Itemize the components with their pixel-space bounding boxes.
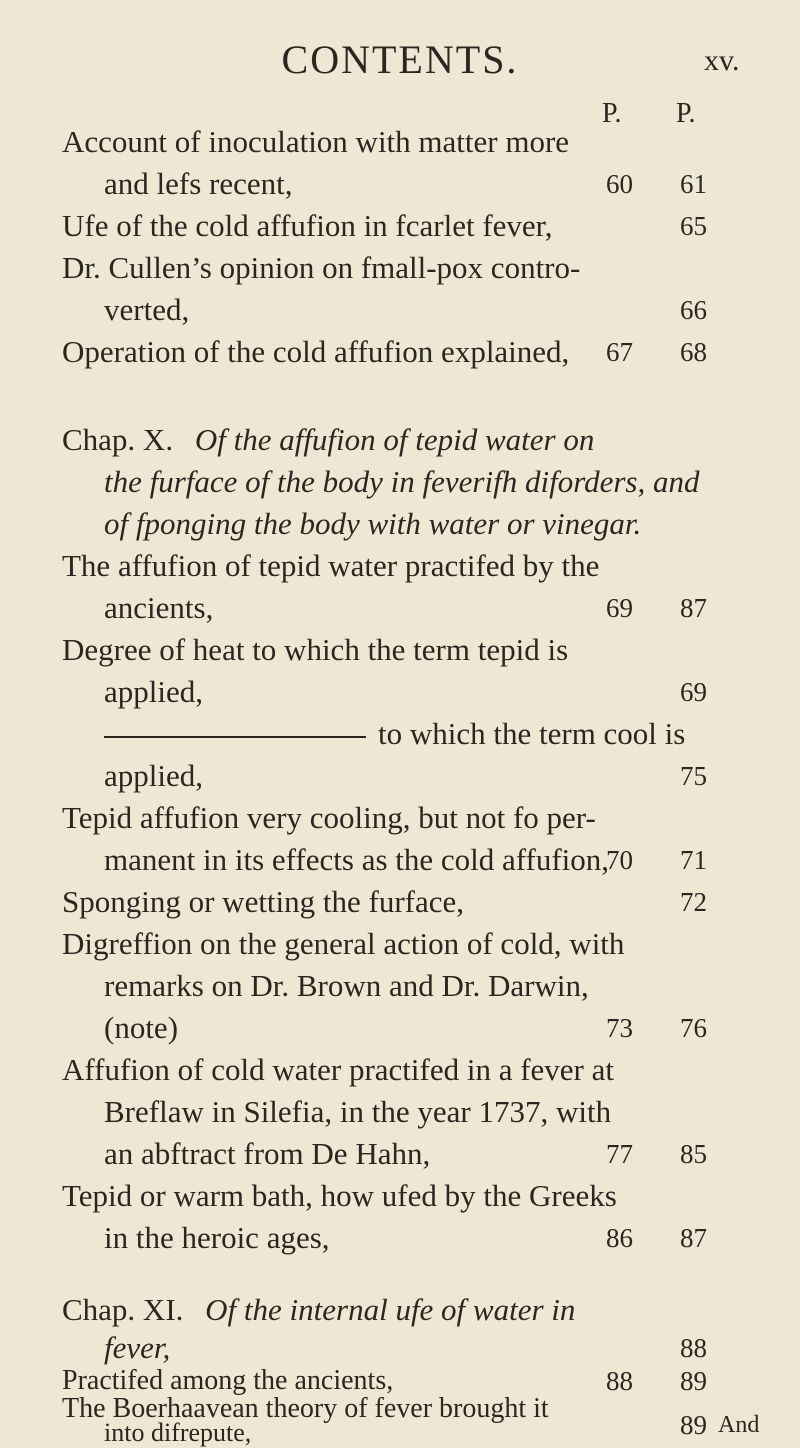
entry-line: in the heroic ages, <box>104 1220 330 1255</box>
page-number: xv. <box>704 44 740 77</box>
entry-line: Tepid affufion very cooling, but not fo per- <box>62 800 596 835</box>
page-ref: 70 <box>606 845 633 875</box>
entry-line: Account of inoculation with matter more <box>62 124 570 159</box>
entry-line: remarks on Dr. Brown and Dr. Darwin, <box>104 968 589 1003</box>
page-ref: 69 <box>680 677 707 707</box>
page-ref: 69 <box>606 593 633 623</box>
entry-line: Affufion of cold water practifed in a fever at <box>62 1052 615 1087</box>
column-head-1: P. <box>602 98 622 129</box>
page-ref: 86 <box>606 1223 633 1253</box>
page-ref: 76 <box>680 1013 707 1043</box>
chapter-heading <box>62 420 594 460</box>
page-ref: 73 <box>606 1013 633 1043</box>
column-head-2: P. <box>676 98 696 129</box>
entry-line: Ufe of the cold affufion in fcarlet fever, <box>62 208 553 243</box>
page-ref: 85 <box>680 1139 707 1169</box>
page-ref: 66 <box>680 295 707 325</box>
entry-line: applied, <box>104 758 203 793</box>
catchword: And <box>718 1412 760 1438</box>
page-ref: 89 <box>680 1410 707 1440</box>
entry-line-ditto <box>104 714 685 754</box>
page-ref: 77 <box>606 1139 633 1169</box>
page-ref: 88 <box>606 1366 633 1396</box>
chapter-title: Of the affufion of tepid water on <box>194 422 595 457</box>
page-ref: 87 <box>680 1223 707 1253</box>
page-ref: 72 <box>680 887 707 917</box>
entry-line: (note) <box>104 1010 179 1045</box>
entry-line: Practifed among the ancients, <box>62 1365 394 1396</box>
entry-line: Tepid or warm bath, how ufed by the Greeks <box>62 1178 617 1213</box>
entry-text: to which the term cool is <box>378 716 686 751</box>
entry-line: Sponging or wetting the furface, <box>62 884 465 919</box>
entry-line: manent in its effects as the cold affufion, <box>104 842 610 877</box>
chapter-title: the furface of the body in feverifh diforders, and <box>104 464 700 499</box>
entry-line: into difrepute, <box>104 1418 252 1447</box>
entry-line: Operation of the cold affufion explained, <box>62 334 570 369</box>
entry-line: ancients, <box>104 590 214 625</box>
entry-line: Digreffion on the general action of cold, with <box>62 926 625 961</box>
page-ref: 60 <box>606 169 633 199</box>
entry-line: Dr. Cullen’s opinion on fmall-pox contro- <box>62 250 581 285</box>
entry-line: The affufion of tepid water practifed by the <box>62 548 600 583</box>
entry-line: Degree of heat to which the term tepid is <box>62 632 569 667</box>
entry-line: an abftract from De Hahn, <box>104 1136 431 1171</box>
page-ref: 61 <box>680 169 707 199</box>
entry-line: Breflaw in Silefia, in the year 1737, with <box>104 1094 612 1129</box>
page-ref: 87 <box>680 593 707 623</box>
entry-line: applied, <box>104 674 203 709</box>
running-title: CONTENTS. <box>281 37 519 82</box>
page-ref: 89 <box>680 1366 707 1396</box>
page-ref: 71 <box>680 845 707 875</box>
entry-line: The Boerhaavean theory of fever brought it <box>62 1393 549 1424</box>
page-ref: 75 <box>680 761 707 791</box>
chapter-title: Of the internal ufe of water in <box>205 1292 576 1327</box>
chapter-label: Chap. X. <box>62 422 174 457</box>
page-ref: 88 <box>680 1333 707 1363</box>
entry-line: verted, <box>104 292 190 327</box>
entry-line: and lefs recent, <box>104 166 293 201</box>
page-ref: 68 <box>680 337 707 367</box>
page-ref: 67 <box>606 337 633 367</box>
page-ref: 65 <box>680 211 707 241</box>
chapter-label: Chap. XI. <box>62 1292 184 1327</box>
chapter-title: fever, <box>104 1330 171 1365</box>
ditto-rule <box>104 736 366 738</box>
chapter-heading <box>62 1290 575 1330</box>
chapter-title: of fponging the body with water or vinegar. <box>104 506 642 541</box>
